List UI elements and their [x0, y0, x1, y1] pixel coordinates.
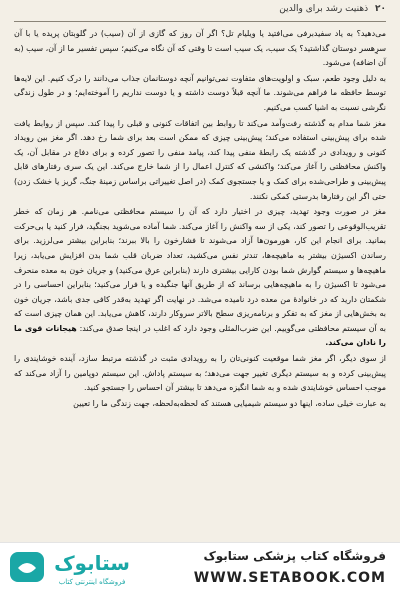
header-rule: [14, 21, 386, 22]
bold-proverb: هیجانات قوی ما را نادان می‌کند.: [14, 323, 386, 348]
body-text: [14, 27, 386, 412]
paragraph: می‌دهید؟ به یاد سفیدبرفی می‌افتید یا ویلیام تل؟ اگر آن روز که گازی از آن (سیب) در گلوبتان پریده یا با آن سرِهسر دوستان گذاشتید؟ یک سیب، یک سیب است تا وقتی که آن نگاه می‌کنیم؛ سپس تفسیر ما از آن، سیب (به آن اضافه) می‌شود.: [14, 29, 386, 68]
store-footer: [0, 542, 400, 594]
paragraph: مغز شما مدام به گذشته رفت‌وآمد می‌کند تا روابط بین اتفاقات کنونی و قبلی را پیدا کند. سپس از روابط یافت شده برای پیش‌بینی استفاده می‌کند؛ پیش‌بینی چیزی که ممکن است بعد برای شما رخ دهد. اگر مغز بین رویداد کنونی و رویدادی در گذشته یک رابطهٔ منفی پیدا کند، پیامد منفی را تصور کرده و برای دفاع در مقابل آن، یک واکنش محافظتی را آغاز می‌کند؛ واکنشی که کنترل اعمال را از شما خارج می‌کند. این یک سری رفتارهای قابل پیش‌بینی و طراحی‌شده برای کمک و یا جستجوی کمک (در اصل تغییراتی براساس زمینهٔ جنگ، گریز یا خشک زدن) حتی اگر این رفتارها بدرستی کمکی نکنند.: [14, 118, 386, 201]
paragraph: به عبارت خیلی ساده، اینها دو سیستم شیمیایی هستند که لحظه‌به‌لحظه، جهت زندگی ما را تعیین: [73, 398, 386, 408]
store-name: فروشگاه کتاب پزشکی ستابوک: [203, 549, 386, 563]
page-number: ۲۰: [375, 4, 386, 14]
paragraph: به دلیل وجود طعم، سبک و اولویت‌های متفاوت نمی‌توانیم آنچه دوستانمان جذاب می‌دانند را درک کنیم. این لایه‌ها توسط حافظه ما فراهم می‌شوند. ما آنچه قبلاً دوست داشته و یا دوست نداریم را آموخته‌ایم؛ و در طول زندگی نگرشی نسبت به اشیا کسب می‌کنیم.: [14, 73, 386, 112]
page-header: [14, 4, 386, 20]
paragraph: مغز در صورت وجود تهدید، چیزی در اختیار دارد که آن را سیستم محافظتی می‌نامم. هر زمان که خطر تقریب‌الوقوعی را تصور کند، یکی از سه واکنش را آغاز می‌کند. شما آماده می‌شوید بجنگید، فرار کنید یا بی‌حرکت بمانید. برای انجام این کار، هورمون‌ها آزاد می‌شوند تا فشارخون را بالا ببرند؛ بنابراین بیشتر می‌لرزید. برای رساندن اکسیژن بیشتر به ماهیچه‌ها، تندتر نفس می‌کشید، تعداد ضربان قلب شما بدن افزایش می‌یابد، زیرا ماهیچه‌ها و سیستم گوارش شما بودن کارایی بیشتری دارند (بنابراین عرق می‌کنید) و جریان خون به معده منحرف می‌شود تا اکسیژن را به ماهیچه‌هایی برساند که از طریق آنها جنگیده و یا فرار می‌کنید؛ بنابراین احساسی را در شکمتان دارید که در خانوادهٔ من معده درد نامیده می‌شد. در نهایت اگر تهدید به‌قدر کافی جدی باشد، جریان خون به بخش‌هایی از مغز که به تفکر و برنامه‌ریزی سطح بالاتر سروکار دارند، کاهش می‌یابد. این همان چیزی است که به آن سیستم محافظتی می‌گوییم. این ضرب‌المثلی وجود دارد که اغلب در اینجا صدق می‌کند: هیجانات قوی ما را نادان می‌کند.: [14, 207, 386, 348]
store-url-link[interactable]: WWW.SETABOOK.COM: [193, 570, 386, 586]
setabook-logo[interactable]: [8, 546, 148, 590]
paragraph: از سوی دیگر، اگر مغز شما موقعیت کنونی‌تان را به رویدادی مثبت در گذشته مرتبط سازد، آینده خوشایندی را پیش‌بینی کرده و به سیستم دیگری تغییر جهت می‌دهد؛ به سیستم پاداش. این سیستم دوپامین را آزاد می‌کند که موجب احساس خوشایندی شده و به شما انگیزه می‌دهد تا بیشتر آن احساس را جستجو کنید.: [14, 354, 386, 393]
logo-text: ستابوک: [54, 551, 130, 575]
book-title: ذهنیت رشد برای والدین: [279, 4, 369, 14]
logo-subtext: فروشگاه اینترنتی کتاب: [58, 578, 126, 586]
